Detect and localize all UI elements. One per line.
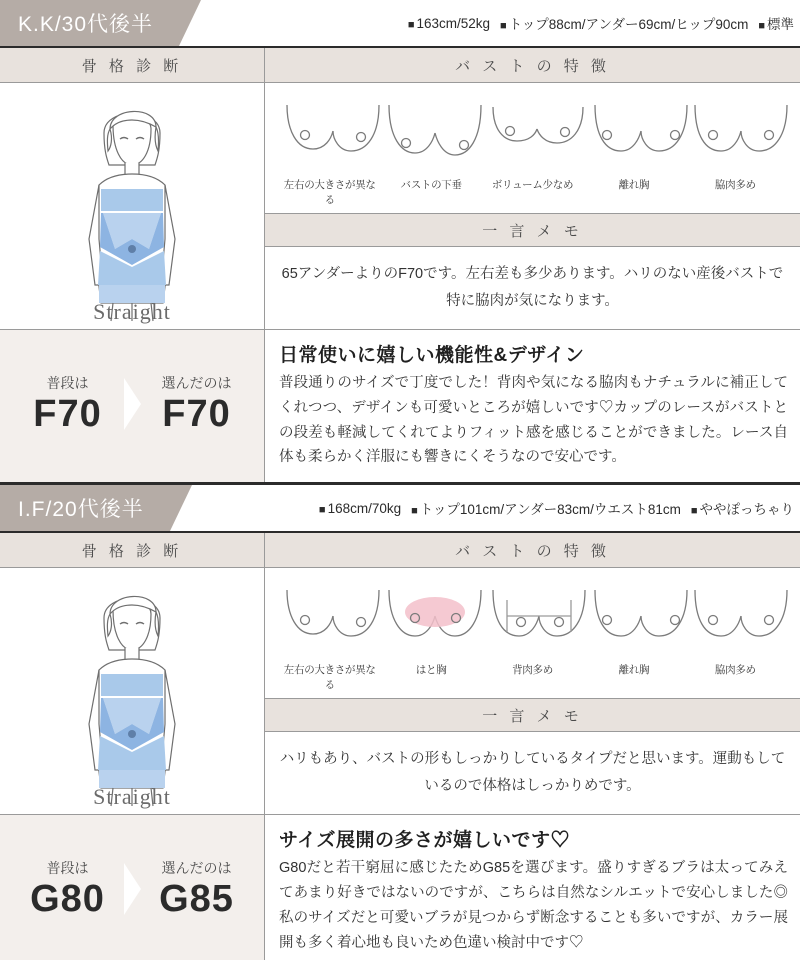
size-row	[0, 330, 800, 483]
arrow-right-icon	[124, 863, 141, 915]
bust-label: はと胸	[415, 664, 447, 677]
chosen-size-caption: 選んだのは	[161, 860, 232, 877]
body-type-label: Straight	[93, 299, 171, 324]
memo-text: ハリもあり、バストの形もしっかりしているタイプだと思います。運動もしているので体格はしっかりめです。	[279, 751, 786, 795]
section-title-skeleton: 骨 格 診 断	[0, 533, 265, 567]
bust-label: バストの下垂	[400, 179, 462, 191]
spec-item: ■ トップ101cm/アンダー83cm/ウエスト81cm	[411, 498, 681, 518]
bust-label: ボリューム少なめ	[491, 179, 574, 191]
size-panel	[0, 815, 265, 960]
reviewer-specs	[179, 0, 800, 46]
straight-body-illustration	[37, 89, 227, 323]
comment-headline: サイズ展開の多さが嬉しいです♡	[279, 830, 570, 851]
review-card	[0, 482, 800, 960]
usual-size-value: G80	[30, 878, 105, 921]
memo-title: 一 言 メ モ	[265, 698, 800, 732]
review-body	[0, 83, 800, 330]
skeleton-column	[0, 83, 265, 329]
bust-shape-icons	[275, 576, 791, 660]
usual-size-box	[14, 373, 122, 435]
reviewer-name: K.K/30代後半	[0, 0, 179, 46]
body-figure	[37, 89, 227, 323]
bust-shape-icons	[275, 91, 791, 175]
usual-size-value: F70	[33, 393, 102, 436]
chosen-size-box	[143, 373, 251, 435]
reviewer-specs	[170, 485, 800, 531]
bust-label: 左右の大きさが異なる	[283, 179, 376, 206]
bust-column	[265, 568, 800, 814]
usual-size-caption: 普段は	[46, 860, 89, 877]
bust-shape-labels	[265, 662, 800, 698]
comment-body: 普段通りのサイズで丁度でした！背肉や気になる脇肉もナチュラルに補正してくれつつ、デザインも可愛いところが嬉しいです♡カップのレースがバストとの段差も軽減してくれてよりフィット感を感じることができました。レース自体も柔らかく洋服にも響きにくそうなので安心です。	[279, 374, 788, 466]
chosen-size-box	[143, 858, 251, 920]
skeleton-column	[0, 568, 265, 814]
size-panel	[0, 330, 265, 483]
review-header	[0, 0, 800, 48]
chosen-size-caption: 選んだのは	[161, 375, 232, 392]
body-figure	[37, 574, 227, 808]
bust-column	[265, 83, 800, 329]
comment-body: G80だと若干窮屈に感じたためG85を選びます。盛りすぎるブラは太ってみえてあまり好きではないのですが、こちらは自然なシルエットで安心しました◎私のサイズだと可愛いブラが見つからず断念することも多いですが、カラー展開も多く着心地も良いため色違い検討中です♡	[279, 860, 788, 951]
bust-shapes	[265, 83, 800, 177]
straight-body-illustration	[37, 574, 227, 808]
bust-shape-labels	[265, 177, 800, 213]
reviewer-name: I.F/20代後半	[0, 485, 170, 531]
usual-size-caption: 普段は	[46, 375, 89, 392]
bust-label: 脇肉多め	[714, 664, 756, 677]
memo-text: 65アンダーよりのF70です。左右差も多少あります。ハリのない産後バストで特に脇肉が気になります。	[281, 266, 784, 309]
comment-panel	[265, 330, 800, 483]
spec-item: ■ 163cm/52kg	[408, 16, 490, 31]
spec-item: ■ 168cm/70kg	[319, 501, 401, 516]
review-body	[0, 568, 800, 815]
usual-size-box	[14, 858, 122, 920]
bust-label: 離れ胸	[618, 179, 650, 191]
comment-headline: 日常使いに嬉しい機能性&デザイン	[279, 344, 585, 366]
section-title-bust: バ ス ト の 特 徴	[455, 543, 610, 561]
section-title-row	[0, 533, 800, 568]
comment-panel	[265, 815, 800, 960]
spec-item: ■ 標準	[758, 13, 794, 33]
bust-shapes	[265, 568, 800, 662]
section-title-bust: バ ス ト の 特 徴	[455, 58, 610, 75]
section-title-row	[0, 48, 800, 83]
bust-label: 脇肉多め	[714, 179, 756, 191]
spec-item: ■ トップ88cm/アンダー69cm/ヒップ90cm	[500, 13, 748, 33]
review-header	[0, 485, 800, 533]
spec-item: ■ ややぽっちゃり	[691, 498, 794, 518]
bust-label: 左右の大きさが異なる	[283, 664, 376, 692]
arrow-right-icon	[124, 378, 141, 430]
chosen-size-value: G85	[159, 878, 234, 921]
memo-title: 一 言 メ モ	[265, 213, 800, 247]
body-type-label: Straight	[93, 784, 171, 810]
size-row	[0, 815, 800, 960]
section-title-skeleton: 骨 格 診 断	[0, 48, 265, 82]
bust-label: 背肉多め	[512, 664, 553, 677]
chosen-size-value: F70	[162, 393, 231, 436]
bust-label: 離れ胸	[618, 664, 650, 677]
